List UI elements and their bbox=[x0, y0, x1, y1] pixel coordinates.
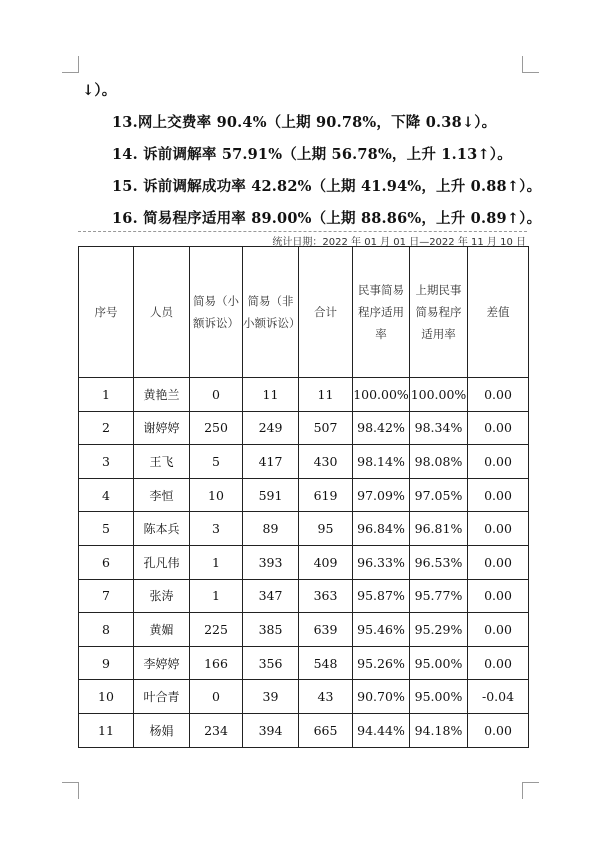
cell-seq: 7 bbox=[79, 579, 134, 613]
crop-mark-top-left bbox=[62, 56, 79, 73]
stats-table bbox=[78, 246, 529, 748]
header-person: 人员 bbox=[134, 247, 190, 378]
cell-seq: 8 bbox=[79, 613, 134, 647]
cell-diff: 0.00 bbox=[468, 445, 529, 479]
cell-seq: 6 bbox=[79, 545, 134, 579]
cell-simple-nonsmall: 39 bbox=[243, 680, 299, 714]
cell-rate: 96.84% bbox=[353, 512, 410, 546]
cell-prev-rate: 95.29% bbox=[410, 613, 468, 647]
cell-simple-small: 234 bbox=[190, 713, 243, 747]
cell-seq: 11 bbox=[79, 713, 134, 747]
paragraph-online-payment-rate: 13.网上交费率 90.4%（上期 90.78%，下降 0.38↓）。 bbox=[112, 114, 497, 131]
cell-total: 43 bbox=[299, 680, 353, 714]
cell-prev-rate: 95.77% bbox=[410, 579, 468, 613]
cell-person: 黄媚 bbox=[134, 613, 190, 647]
cell-person: 杨娟 bbox=[134, 713, 190, 747]
cell-simple-nonsmall: 393 bbox=[243, 545, 299, 579]
table-header-row bbox=[79, 247, 529, 378]
cell-rate: 94.44% bbox=[353, 713, 410, 747]
cell-total: 11 bbox=[299, 378, 353, 412]
cell-seq: 5 bbox=[79, 512, 134, 546]
cell-simple-small: 250 bbox=[190, 411, 243, 445]
cell-rate: 97.09% bbox=[353, 478, 410, 512]
cell-seq: 2 bbox=[79, 411, 134, 445]
table-row bbox=[79, 713, 529, 747]
cell-rate: 98.14% bbox=[353, 445, 410, 479]
cell-total: 665 bbox=[299, 713, 353, 747]
stat-date: 统计日期：2022 年 01 月 01 日—2022 年 11 月 10 日 bbox=[272, 237, 526, 248]
cell-person: 王飞 bbox=[134, 445, 190, 479]
cell-prev-rate: 96.53% bbox=[410, 545, 468, 579]
cell-simple-small: 0 bbox=[190, 680, 243, 714]
cell-diff: 0.00 bbox=[468, 378, 529, 412]
cell-prev-rate: 95.00% bbox=[410, 646, 468, 680]
cell-simple-nonsmall: 347 bbox=[243, 579, 299, 613]
header-prev-rate: 上期民事简易程序适用率 bbox=[410, 247, 468, 378]
cell-total: 95 bbox=[299, 512, 353, 546]
cell-person: 谢婷婷 bbox=[134, 411, 190, 445]
cell-simple-small: 5 bbox=[190, 445, 243, 479]
cell-simple-nonsmall: 417 bbox=[243, 445, 299, 479]
cell-prev-rate: 98.34% bbox=[410, 411, 468, 445]
cell-simple-small: 166 bbox=[190, 646, 243, 680]
cell-person: 李恒 bbox=[134, 478, 190, 512]
cell-person: 叶合青 bbox=[134, 680, 190, 714]
cell-total: 619 bbox=[299, 478, 353, 512]
cell-person: 黄艳兰 bbox=[134, 378, 190, 412]
cell-person: 张涛 bbox=[134, 579, 190, 613]
cell-total: 507 bbox=[299, 411, 353, 445]
cell-prev-rate: 95.00% bbox=[410, 680, 468, 714]
cell-simple-nonsmall: 249 bbox=[243, 411, 299, 445]
cell-rate: 90.70% bbox=[353, 680, 410, 714]
header-simple-small: 简易（小额诉讼） bbox=[190, 247, 243, 378]
table-row bbox=[79, 378, 529, 412]
cell-diff: 0.00 bbox=[468, 579, 529, 613]
paragraph-simple-procedure-rate: 16. 简易程序适用率 89.00%（上期 88.86%，上升 0.89↑）。 bbox=[112, 210, 542, 227]
crop-mark-top-right bbox=[522, 56, 539, 73]
cell-simple-nonsmall: 394 bbox=[243, 713, 299, 747]
cell-diff: 0.00 bbox=[468, 613, 529, 647]
cell-rate: 95.46% bbox=[353, 613, 410, 647]
cell-simple-small: 10 bbox=[190, 478, 243, 512]
cell-rate: 95.87% bbox=[353, 579, 410, 613]
header-total: 合计 bbox=[299, 247, 353, 378]
table-row bbox=[79, 646, 529, 680]
cell-prev-rate: 96.81% bbox=[410, 512, 468, 546]
cell-seq: 9 bbox=[79, 646, 134, 680]
cell-simple-nonsmall: 591 bbox=[243, 478, 299, 512]
cell-diff: 0.00 bbox=[468, 545, 529, 579]
cell-rate: 95.26% bbox=[353, 646, 410, 680]
paragraph-mediation-success-rate: 15. 诉前调解成功率 42.82%（上期 41.94%，上升 0.88↑）。 bbox=[112, 178, 542, 195]
cell-prev-rate: 98.08% bbox=[410, 445, 468, 479]
cell-simple-small: 1 bbox=[190, 579, 243, 613]
cell-rate: 96.33% bbox=[353, 545, 410, 579]
table-row bbox=[79, 478, 529, 512]
cell-seq: 4 bbox=[79, 478, 134, 512]
cell-total: 639 bbox=[299, 613, 353, 647]
table-row bbox=[79, 445, 529, 479]
header-simple-nonsmall: 简易（非小额诉讼） bbox=[243, 247, 299, 378]
cell-seq: 3 bbox=[79, 445, 134, 479]
table-body bbox=[79, 378, 529, 748]
crop-mark-bottom-right bbox=[522, 782, 539, 799]
table-top-dashed-line bbox=[78, 231, 527, 232]
cell-total: 409 bbox=[299, 545, 353, 579]
cell-diff: 0.00 bbox=[468, 512, 529, 546]
table-row bbox=[79, 613, 529, 647]
paragraph-continuation: ↓）。 bbox=[82, 82, 117, 99]
cell-seq: 10 bbox=[79, 680, 134, 714]
cell-seq: 1 bbox=[79, 378, 134, 412]
cell-simple-nonsmall: 385 bbox=[243, 613, 299, 647]
cell-person: 孔凡伟 bbox=[134, 545, 190, 579]
cell-diff: 0.00 bbox=[468, 713, 529, 747]
table-row bbox=[79, 512, 529, 546]
cell-total: 548 bbox=[299, 646, 353, 680]
cell-total: 430 bbox=[299, 445, 353, 479]
cell-prev-rate: 97.05% bbox=[410, 478, 468, 512]
table-row bbox=[79, 545, 529, 579]
cell-rate: 100.00% bbox=[353, 378, 410, 412]
paragraph-pre-litigation-mediation-rate: 14. 诉前调解率 57.91%（上期 56.78%，上升 1.13↑）。 bbox=[112, 146, 512, 163]
cell-rate: 98.42% bbox=[353, 411, 410, 445]
cell-simple-small: 0 bbox=[190, 378, 243, 412]
cell-diff: 0.00 bbox=[468, 478, 529, 512]
crop-mark-bottom-left bbox=[62, 782, 79, 799]
cell-simple-nonsmall: 11 bbox=[243, 378, 299, 412]
cell-person: 李婷婷 bbox=[134, 646, 190, 680]
cell-person: 陈本兵 bbox=[134, 512, 190, 546]
cell-simple-nonsmall: 89 bbox=[243, 512, 299, 546]
header-seq: 序号 bbox=[79, 247, 134, 378]
table-row bbox=[79, 411, 529, 445]
table-row bbox=[79, 579, 529, 613]
cell-diff: -0.04 bbox=[468, 680, 529, 714]
cell-diff: 0.00 bbox=[468, 411, 529, 445]
cell-simple-small: 1 bbox=[190, 545, 243, 579]
cell-simple-nonsmall: 356 bbox=[243, 646, 299, 680]
header-diff: 差值 bbox=[468, 247, 529, 378]
cell-simple-small: 3 bbox=[190, 512, 243, 546]
table-row bbox=[79, 680, 529, 714]
cell-prev-rate: 94.18% bbox=[410, 713, 468, 747]
cell-prev-rate: 100.00% bbox=[410, 378, 468, 412]
header-rate: 民事简易程序适用率 bbox=[353, 247, 410, 378]
cell-total: 363 bbox=[299, 579, 353, 613]
cell-simple-small: 225 bbox=[190, 613, 243, 647]
cell-diff: 0.00 bbox=[468, 646, 529, 680]
